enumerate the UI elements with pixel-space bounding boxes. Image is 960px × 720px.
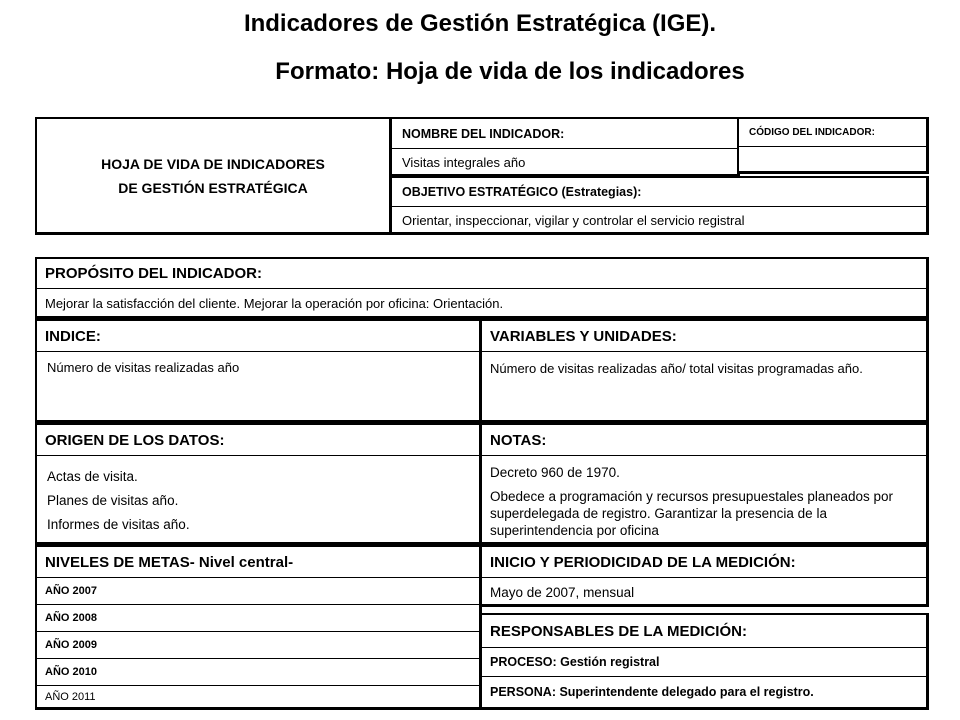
codigo-indicador-value — [743, 147, 755, 173]
header-box — [35, 117, 392, 235]
indice-value: Número de visitas realizadas año — [47, 360, 240, 375]
inicio-label: INICIO Y PERIODICIDAD DE LA MEDICIÓN: — [490, 553, 796, 571]
nombre-indicador-value: Visitas integrales año — [402, 155, 526, 170]
meta-year: AÑO 2011 — [45, 691, 96, 703]
responsables-persona: PERSONA: Superintendente delegado para el registro. — [490, 685, 814, 699]
inicio-value: Mayo de 2007, mensual — [490, 584, 635, 600]
responsables-label: RESPONSABLES DE LA MEDICIÓN: — [490, 622, 747, 640]
codigo-indicador-label: CÓDIGO DEL INDICADOR: — [749, 127, 875, 138]
origen-list — [47, 465, 190, 537]
nombre-indicador-label: NOMBRE DEL INDICADOR: — [402, 126, 565, 141]
indice-label: INDICE: — [45, 327, 101, 345]
meta-year: AÑO 2009 — [45, 639, 97, 651]
notas-line1: Decreto 960 de 1970. — [490, 465, 620, 480]
meta-year: AÑO 2010 — [45, 666, 97, 678]
proposito-box — [35, 257, 929, 319]
origen-item: Actas de visita. — [47, 469, 138, 484]
notas-label: NOTAS: — [490, 431, 547, 449]
meta-year: AÑO 2007 — [45, 585, 97, 597]
proposito-label: PROPÓSITO DEL INDICADOR: — [45, 265, 262, 282]
header-box-line1: HOJA DE VIDA DE INDICADORES — [101, 155, 325, 172]
metas-box — [35, 545, 482, 710]
header-box-line2: DE GESTIÓN ESTRATÉGICA — [118, 179, 308, 196]
notas-line2: Obedece a programación y recursos presupuestales planeados por superdelegada de registro. Garantizar la presencia de la superintendencia por oficina — [490, 489, 893, 538]
proposito-value: Mejorar la satisfacción del cliente. Mejorar la operación por oficina: Orientación. — [45, 296, 504, 311]
objetivo-value: Orientar, inspeccionar, vigilar y controlar el servicio registral — [402, 213, 745, 228]
variables-label: VARIABLES Y UNIDADES: — [490, 327, 677, 345]
codigo-indicador-box — [737, 117, 929, 174]
page-subtitle: Formato: Hoja de vida de los indicadores — [275, 58, 745, 85]
meta-year: AÑO 2008 — [45, 612, 97, 624]
origen-label: ORIGEN DE LOS DATOS: — [45, 431, 225, 449]
variables-value: Número de visitas realizadas año/ total visitas programadas año. — [490, 361, 863, 376]
objetivo-box — [390, 176, 929, 235]
metas-label: NIVELES DE METAS- Nivel central- — [45, 553, 294, 571]
responsables-proceso: PROCESO: Gestión registral — [490, 655, 660, 669]
page-title: Indicadores de Gestión Estratégica (IGE). — [243, 10, 717, 37]
origen-item: Informes de visitas año. — [47, 517, 190, 532]
responsables-box — [480, 613, 929, 710]
inicio-box — [480, 545, 929, 607]
origen-item: Planes de visitas año. — [47, 493, 179, 508]
indice-box — [35, 319, 482, 423]
variables-box — [480, 319, 929, 423]
origen-box — [35, 423, 482, 545]
objetivo-label: OBJETIVO ESTRATÉGICO (Estrategias): — [402, 185, 642, 199]
nombre-indicador-box — [390, 117, 740, 177]
notas-box — [480, 423, 929, 545]
